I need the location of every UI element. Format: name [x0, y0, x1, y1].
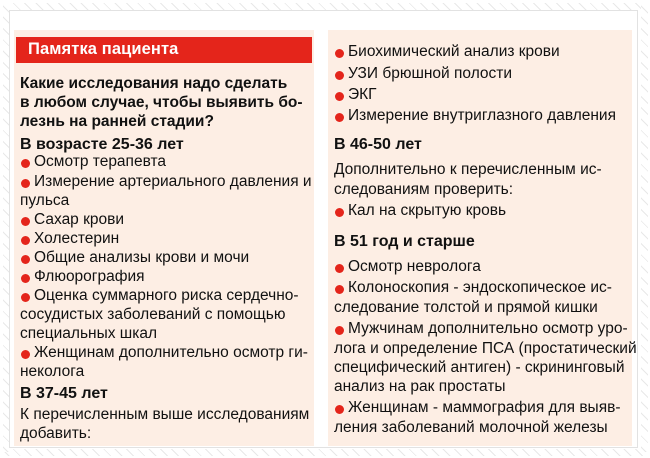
- bullet-icon: [21, 217, 30, 226]
- bullet-icon: [21, 274, 30, 283]
- section-intro: Дополнительно к перечисленным ис-: [334, 161, 602, 178]
- bullet-icon: [335, 264, 344, 273]
- bullet-icon: [335, 208, 344, 217]
- bullet-icon: [335, 326, 344, 335]
- bullet-icon: [21, 179, 30, 188]
- list-item: Осмотр невролога: [348, 258, 481, 275]
- list-item-continued: сосудистых заболеваний с помощью: [20, 306, 286, 323]
- bullet-icon: [335, 285, 344, 294]
- list-item: Колоноскопия - эндоскопическое ис-: [348, 279, 612, 296]
- list-item-continued: специальных шкал: [20, 325, 158, 342]
- question-line: в любом случае, чтобы выявить бо-: [20, 94, 303, 111]
- bullet-icon: [335, 92, 344, 101]
- bullet-icon: [335, 49, 344, 58]
- list-item-continued: ления заболеваний молочной железы: [334, 419, 608, 436]
- header-title: Памятка пациента: [28, 40, 179, 58]
- list-item: Женщинам - маммография для выяв-: [348, 399, 621, 416]
- section-heading-37-45: В 37-45 лет: [20, 385, 108, 402]
- torn-edge-bottom: [4, 449, 644, 456]
- list-item: Сахар крови: [34, 211, 125, 228]
- bullet-icon: [335, 405, 344, 414]
- section-intro: К перечисленным выше исследованиям: [20, 406, 310, 423]
- list-item: УЗИ брюшной полости: [348, 65, 513, 82]
- section-heading-25-36: В возрасте 25-36 лет: [20, 136, 184, 153]
- section-heading-46-50: В 46-50 лет: [334, 136, 422, 153]
- header-banner: [16, 37, 312, 63]
- list-item-continued: следование толстой и прямой кишки: [334, 299, 598, 316]
- bullet-icon: [21, 293, 30, 302]
- list-item: Оценка суммарного риска сердечно-: [34, 287, 299, 304]
- bullet-icon: [335, 113, 344, 122]
- list-item: Измерение артериального давления и: [34, 173, 312, 190]
- section-heading-51-plus: В 51 год и старше: [334, 233, 475, 250]
- list-item: Биохимический анализ крови: [348, 43, 560, 60]
- list-item: Общие анализы крови и мочи: [34, 249, 250, 266]
- list-item: Холестерин: [34, 230, 120, 247]
- section-intro: добавить:: [20, 425, 92, 442]
- list-item: Флюорография: [34, 268, 145, 285]
- list-item: Осмотр терапевта: [34, 153, 167, 170]
- section-intro: следованиям проверить:: [334, 181, 514, 198]
- bullet-icon: [335, 71, 344, 80]
- list-item-continued: пульса: [20, 192, 70, 209]
- bullet-icon: [21, 255, 30, 264]
- question-line: Какие исследования надо сделать: [20, 75, 288, 92]
- question-line: лезнь на ранней стадии?: [20, 113, 214, 130]
- list-item-continued: специфический антиген) - скрининговый: [334, 359, 625, 376]
- list-item: Измерение внутриглазного давления: [348, 107, 616, 124]
- list-item-continued: анализ на рак простаты: [334, 378, 506, 395]
- bullet-icon: [21, 350, 30, 359]
- bullet-icon: [21, 236, 30, 245]
- list-item-continued: лога и определение ПСА (простатический: [334, 340, 637, 357]
- list-item: Женщинам дополнительно осмотр ги-: [34, 344, 308, 361]
- torn-edge-top: [4, 3, 644, 10]
- bullet-icon: [21, 159, 30, 168]
- list-item: Мужчинам дополнительно осмотр уро-: [348, 320, 628, 337]
- list-item: Кал на скрытую кровь: [348, 202, 507, 219]
- list-item-continued: неколога: [20, 363, 85, 380]
- torn-edge-right: [641, 4, 648, 452]
- torn-edge-left: [3, 4, 10, 452]
- list-item: ЭКГ: [348, 86, 377, 103]
